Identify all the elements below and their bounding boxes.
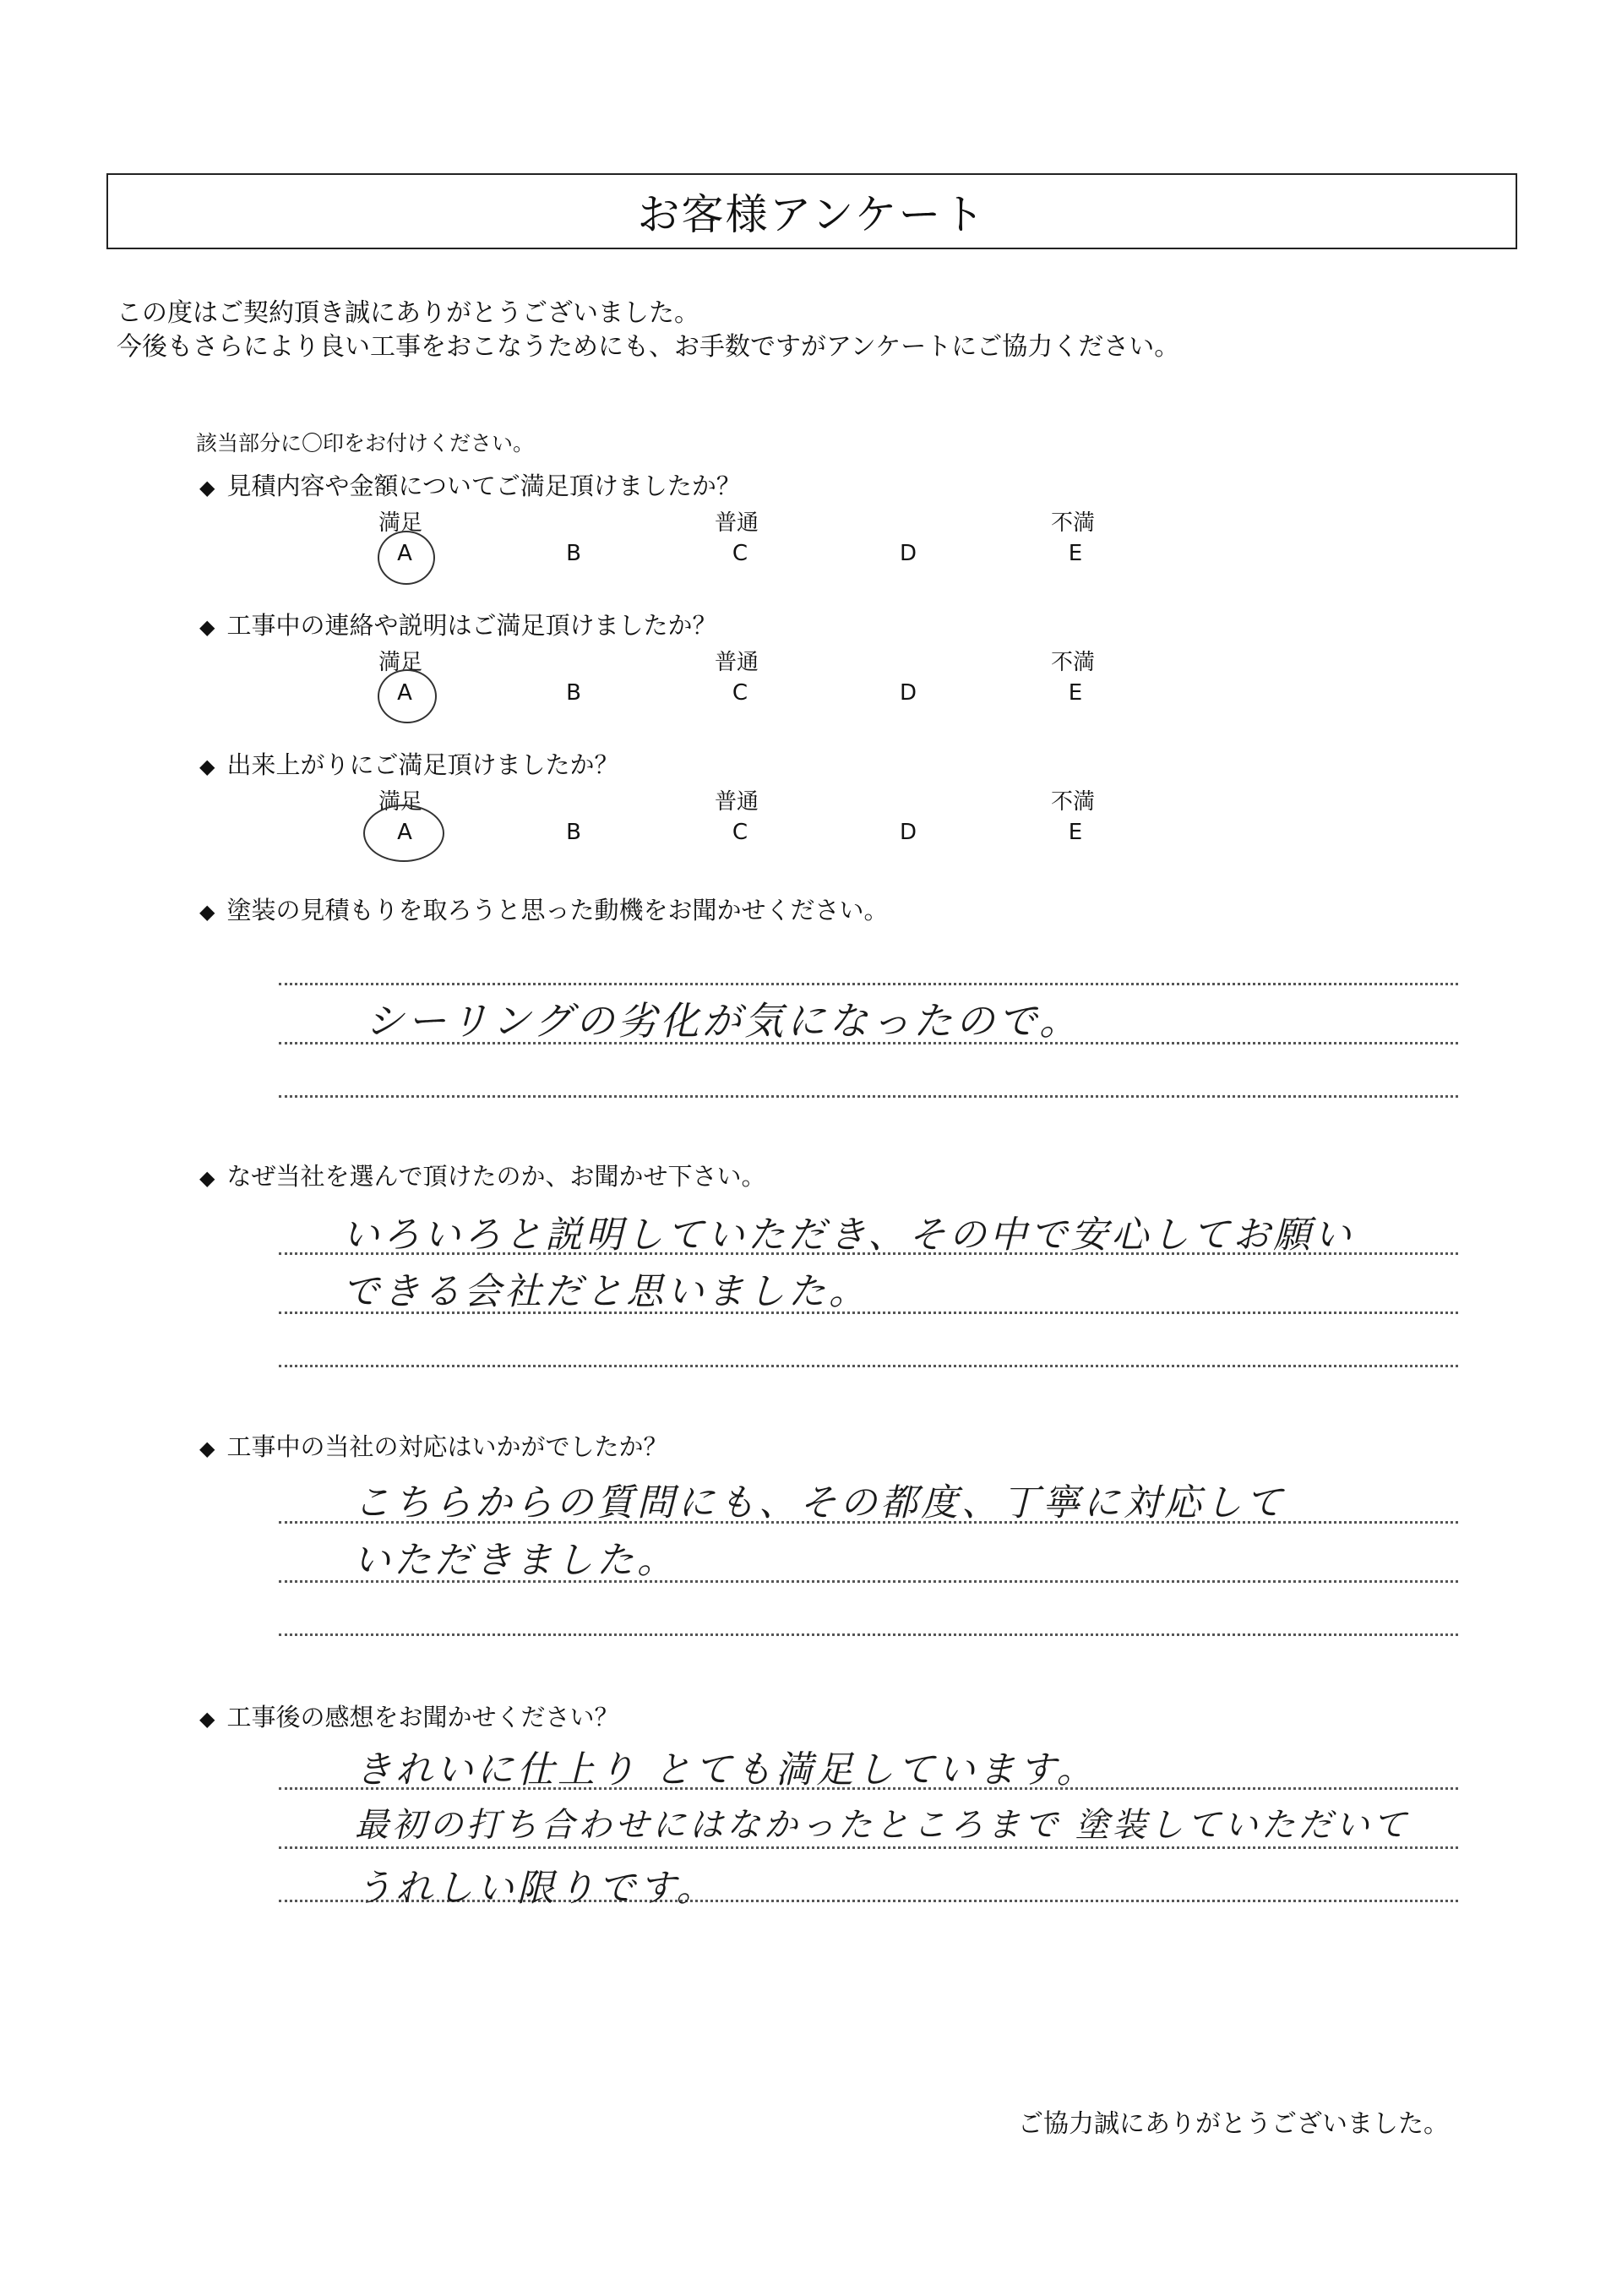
rating-question-2: [199, 607, 716, 641]
open-question-4: [199, 1699, 618, 1733]
open-question-3: [199, 1428, 667, 1463]
footer-thanks: ご協力誠にありがとうございました。: [1018, 2109, 1449, 2139]
diamond-bullet-icon: ◆: [199, 900, 215, 924]
option-c[interactable]: C: [732, 820, 748, 845]
option-d[interactable]: D: [899, 541, 917, 566]
option-a[interactable]: A: [397, 541, 412, 566]
option-c[interactable]: C: [732, 680, 748, 706]
open-question-text: 工事後の感想をお聞かせください？: [226, 1703, 619, 1732]
answer-line: [279, 983, 1458, 985]
diamond-bullet-icon: ◆: [199, 476, 215, 499]
handwritten-answer: できる会社だと思いました。: [342, 1270, 869, 1313]
diamond-bullet-icon: ◆: [199, 615, 215, 639]
answer-line: [279, 1365, 1458, 1367]
diamond-bullet-icon: ◆: [199, 755, 215, 778]
open-question-text: 工事中の当社の対応はいかがでしたか？: [226, 1432, 668, 1461]
rating-question-text: 工事中の連絡や説明はご満足頂けましたか？: [226, 611, 717, 640]
open-question-text: なぜ当社を選んで頂けたのか、お聞かせ下さい。: [226, 1162, 766, 1191]
option-c[interactable]: C: [732, 541, 748, 566]
scale-label-satisfied: 満足: [378, 510, 423, 536]
diamond-bullet-icon: ◆: [199, 1437, 215, 1460]
scale-label-neutral: 普通: [715, 650, 759, 675]
answer-line: [279, 1633, 1458, 1636]
scale-label-neutral: 普通: [715, 789, 759, 815]
intro-line-2: 今後もさらにより良い工事をおこなうためにも、お手数ですがアンケートにご協力ください。: [117, 332, 1180, 362]
rating-question-text: 見積内容や金額についてご満足頂けましたか？: [226, 472, 741, 500]
survey-title: お客様アンケート: [637, 190, 987, 239]
option-e[interactable]: E: [1068, 541, 1083, 566]
option-e[interactable]: E: [1068, 680, 1083, 706]
handwritten-answer: いただきました。: [353, 1539, 678, 1582]
scale-label-satisfied: 満足: [378, 789, 423, 815]
diamond-bullet-icon: ◆: [199, 1166, 215, 1190]
option-b[interactable]: B: [566, 680, 581, 706]
scale-label-satisfied: 満足: [378, 650, 423, 675]
handwritten-answer: 最初の打ち合わせにはなかったところまで 塗装していただいて: [355, 1806, 1410, 1845]
handwritten-answer: いろいろと説明していただき、その中で安心してお願い: [342, 1213, 1355, 1257]
survey-title-box: [106, 173, 1517, 249]
handwritten-answer: こちらからの質問にも、その都度、丁寧に対応して: [353, 1481, 1286, 1524]
scale-label-unsatisfied: 不満: [1051, 789, 1096, 815]
intro-line-1: この度はご契約頂き誠にありがとうございました。: [117, 298, 699, 328]
answer-line: [279, 1846, 1458, 1849]
option-d[interactable]: D: [899, 680, 917, 706]
rating-question-3: [199, 746, 618, 781]
scale-label-neutral: 普通: [715, 510, 759, 536]
option-d[interactable]: D: [899, 820, 917, 845]
rating-question-text: 出来上がりにご満足頂けましたか？: [226, 750, 619, 779]
open-question-text: 塗装の見積もりを取ろうと思った動機をお聞かせください。: [226, 896, 889, 924]
open-question-2: [199, 1158, 765, 1192]
instruction-note: 該当部分に〇印をお付けください。: [196, 431, 535, 455]
option-e[interactable]: E: [1068, 820, 1083, 845]
option-a[interactable]: A: [397, 680, 412, 706]
handwritten-answer: きれいに仕上り とても満足しています。: [355, 1748, 1097, 1792]
handwritten-answer: うれしい限りです。: [355, 1867, 717, 1910]
handwritten-answer: シーリングの劣化が気になったので。: [365, 998, 1082, 1044]
option-b[interactable]: B: [566, 820, 581, 845]
scale-label-unsatisfied: 不満: [1051, 650, 1096, 675]
option-a[interactable]: A: [397, 820, 412, 845]
diamond-bullet-icon: ◆: [199, 1707, 215, 1731]
scale-label-unsatisfied: 不満: [1051, 510, 1096, 536]
option-b[interactable]: B: [566, 541, 581, 566]
rating-question-1: [199, 467, 741, 502]
answer-line: [279, 1095, 1458, 1098]
open-question-1: [199, 892, 888, 926]
